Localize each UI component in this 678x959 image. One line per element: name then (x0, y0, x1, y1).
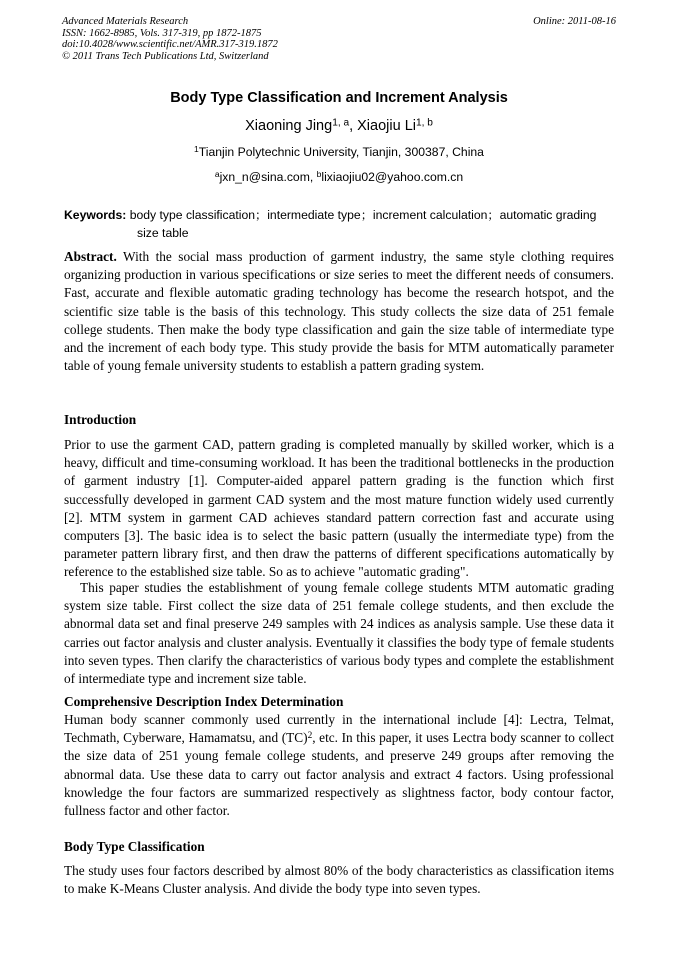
abstract (64, 248, 614, 375)
journal-name: Advanced Materials Research (62, 16, 189, 27)
comprehensive-text-1: Human body scanner commonly used currently in the international include [4]: Lectra, Telmat, Techmath, Cyberware, Hamamatsu, and (TC) (64, 712, 614, 746)
introduction-paragraph-1: Prior to use the garment CAD, pattern grading is completed manually by skilled worker, which is a heavy, difficult and time-consuming workload. It has been the traditional bottlenecks in the production of garment industry [1]. Computer-aided apparel pattern grading is the function which first successfully developed in garment CAD system and the most mature function widely used currently [2]. MTM system in garment CAD achieves standard pattern correction fast and accurate using computers [3]. The basic idea is to select the basic pattern (usually the intermediate type) from the parameter pattern library first, and then draw the patterns of different specifications automatically by reference to the established size table. So as to achieve "automatic grading". (64, 437, 614, 580)
comprehensive-paragraph (64, 711, 614, 820)
email-b-sup: b (316, 169, 322, 180)
author-1: Xiaoning Jing (245, 118, 333, 134)
author-1-affil-sup: 1, a (332, 117, 350, 129)
paper-title: Body Type Classification and Increment Analysis (170, 90, 508, 106)
affiliation (0, 145, 678, 159)
email-line (0, 170, 678, 184)
affiliation-sup: 1 (194, 144, 199, 155)
comprehensive-text-2: , etc. In this paper, it uses Lectra body scanner to collect the size data of 251 young female college students, and preserve 249 groups after removing the abnormal data. Use these data to carry out factor analysis and extract 4 factors. Using professional knowledge the four factors are summarized respectively as slightness factor, body contour factor, fullness factor and other factor. (64, 730, 615, 819)
introduction-paragraph-2: This paper studies the establishment of young female college students MTM automatic grading system size table. First collect the size data of 251 female college students, and then exclude the abnormal data set and final preserve 249 samples with 24 indices as analysis sample. Use these data it carries out factor analysis and cluster analysis. Eventually it classifies the body type of female students into seven types. Then clarify the characteristics of various body types and complete the establishment of intermediate type and increment size table. (64, 580, 614, 687)
abstract-text: With the social mass production of garment industry, the same style clothing requires organizing production in various specifications or size series to meet the different needs of consumers. Fast, accurate and flexible automatic grading technology has become the research hotspot, and the scientific size table is the basis of this technology. This study collects the size data of 251 female college students. Then make the body type classification and gain the size table of intermediate type and the increment of each body type. This study provide the basis for MTM automatically parameter table of young female university students to establish a pattern grading system. (64, 249, 614, 374)
section-heading-body-type: Body Type Classification (64, 839, 205, 854)
section-heading-comprehensive: Comprehensive Description Index Determination (64, 694, 344, 709)
online-date: Online: 2011-08-16 (533, 16, 616, 27)
affiliation-text: Tianjin Polytechnic University, Tianjin, 300387, China (198, 145, 484, 159)
author-2: Xiaojiu Li (357, 118, 416, 134)
comprehensive-sup: 2 (307, 731, 313, 742)
email-a-sup: a (214, 169, 220, 180)
keywords-label: Keywords: (64, 208, 127, 222)
issn-line: ISSN: 1662-8985, Vols. 317-319, pp 1872-1875 (62, 27, 262, 39)
section-heading-introduction: Introduction (64, 412, 137, 427)
email-a[interactable]: jxn_n@sina.com, (219, 170, 314, 184)
abstract-label: Abstract. (64, 249, 117, 264)
author-line (0, 118, 678, 134)
journal-header (62, 16, 616, 62)
doi-line: doi:10.4028/www.scientific.net/AMR.317-319.1872 (62, 39, 278, 50)
author-2-affil-sup: 1, b (415, 117, 433, 129)
author-separator: , (349, 118, 358, 134)
keywords-line-1: body type classification；intermediate type；increment calculation；automatic grading (129, 208, 597, 222)
keywords-line-2: size table (137, 225, 189, 240)
keywords (64, 207, 616, 242)
email-b[interactable]: lixiaojiu02@yahoo.com.cn (321, 170, 464, 184)
copyright-line: © 2011 Trans Tech Publications Ltd, Switzerland (62, 50, 269, 62)
body-type-paragraph: The study uses four factors described by almost 80% of the body characteristics as classification items to make K-Means Cluster analysis. And divide the body type into seven types. (64, 863, 614, 897)
